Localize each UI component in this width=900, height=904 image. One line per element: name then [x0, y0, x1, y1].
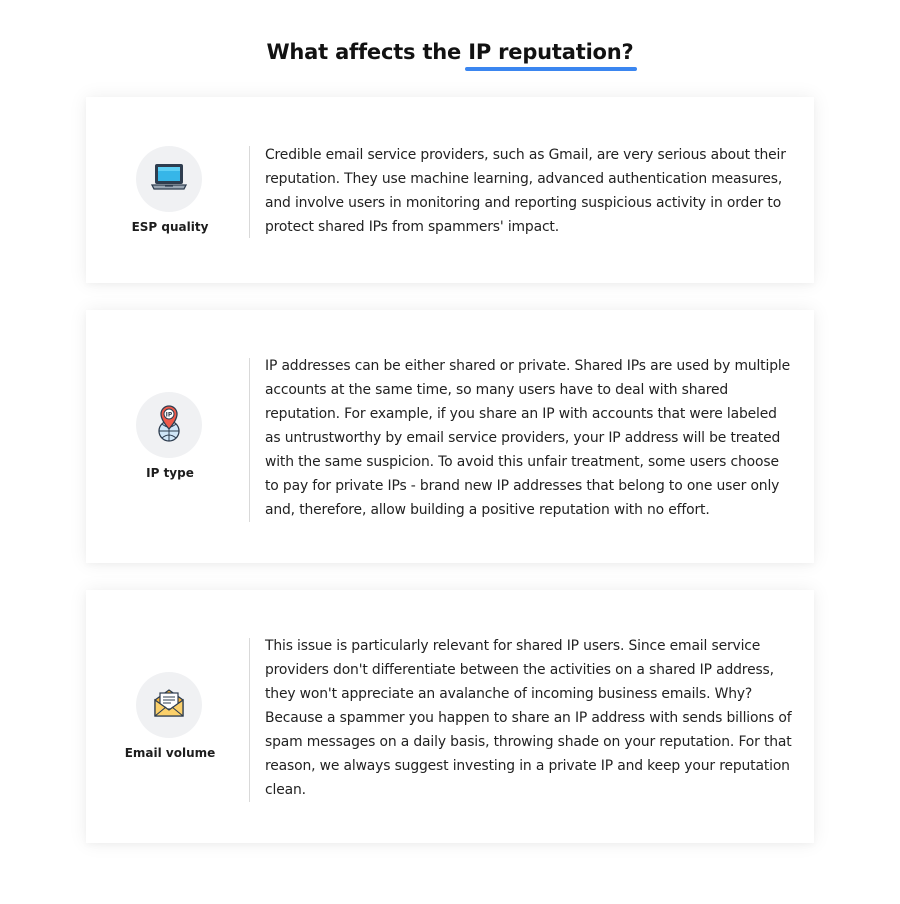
title-highlight: IP reputation?: [468, 40, 634, 64]
card-label: ESP quality: [131, 220, 209, 234]
page-title: [266, 40, 633, 64]
card-text: This issue is particularly relevant for shared IP users. Since email service providers don't differentiate between the activities on a shared IP address, they won't appreciate an avalanche of incoming business emails. Why? Because a spammer you happen to share an IP address with sends billions of spam messages on a daily basis, throwing shade on your reputation. For that reason, we always suggest investing in a private IP and keep your reputation clean.: [265, 638, 792, 798]
divider: [249, 358, 250, 522]
svg-text:IP: IP: [165, 411, 173, 419]
card-email-volume: [86, 590, 814, 843]
card-text: IP addresses can be either shared or private. Shared IPs are used by multiple accounts at the same time, so many users have to deal with shared reputation. For example, if you share an IP with accounts that were labeled as untrustworthy by email service providers, your IP address will be treated with the same suspicion. To avoid this unfair treatment, some users choose to pay for private IPs - brand new IP addresses that belong to one user only and, therefore, allow building a positive reputation with no effort.: [265, 358, 790, 518]
icon-circle: [136, 392, 202, 458]
divider: [249, 146, 250, 238]
title-prefix: What affects the: [266, 40, 469, 64]
laptop-icon: [150, 161, 188, 197]
card-ip-type: [86, 310, 814, 563]
icon-circle: [136, 146, 202, 212]
icon-circle: [136, 672, 202, 738]
card-label: IP type: [146, 466, 194, 480]
card-label: Email volume: [124, 746, 216, 760]
card-text: Credible email service providers, such as Gmail, are very serious about their reputation. They use machine learning, advanced authentication measures, and involve users in monitoring and reporting suspicious activity in order to protect shared IPs from spammers' impact.: [265, 147, 786, 235]
open-envelope-icon: [152, 686, 186, 724]
ip-location-pin-icon: [150, 403, 188, 447]
page-title-wrapper: [0, 40, 900, 64]
divider: [249, 638, 250, 802]
card-esp-quality: [86, 97, 814, 283]
